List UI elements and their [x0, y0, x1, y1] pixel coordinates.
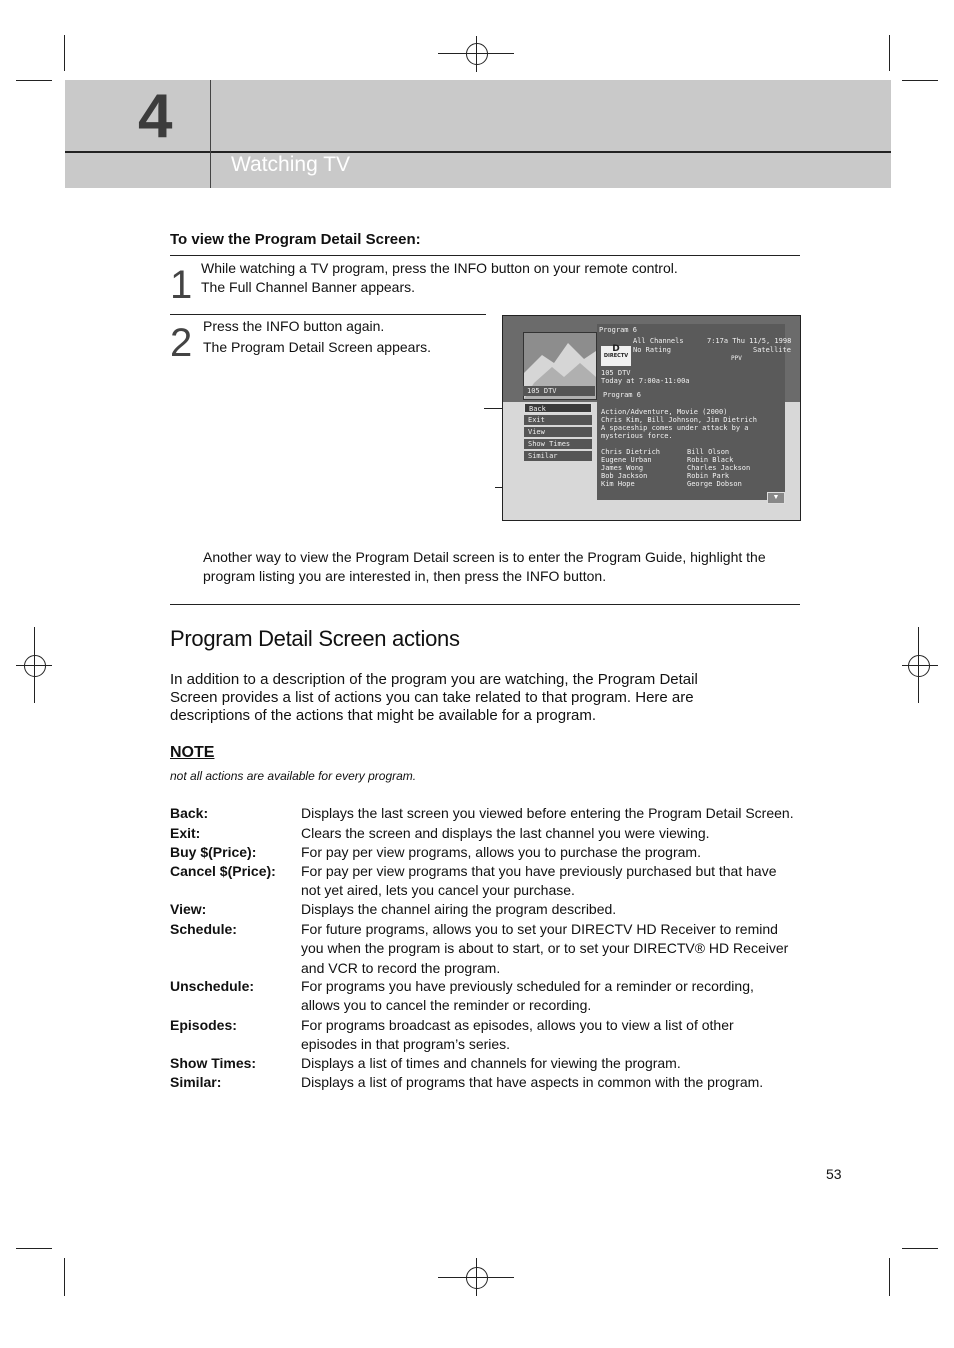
step-2-line-1: Press the INFO button again. — [203, 318, 385, 334]
cast-left-2: Eugene Urban — [601, 456, 652, 464]
step-1-line-1: While watching a TV program, press the INFO button on your remote control. — [201, 260, 678, 276]
menu-item-exit[interactable]: Exit — [524, 415, 592, 425]
program-detail-screenshot — [502, 315, 801, 521]
all-channels-label: All Channels — [633, 337, 684, 345]
action-term-unschedule: Unschedule: — [170, 978, 255, 994]
action-desc-similar: Displays a list of programs that have aspects in common with the program. — [301, 1074, 764, 1090]
step-1-number: 1 — [170, 263, 193, 307]
source: Satellite — [753, 346, 791, 354]
menu-item-view[interactable]: View — [524, 427, 592, 437]
cast-right-4: Robin Park — [687, 472, 730, 480]
action-desc-episodes: For programs broadcast as episodes, allows you to view a list of other episodes in that program’s series. — [301, 1017, 734, 1053]
action-term-episodes: Episodes: — [170, 1017, 237, 1033]
cast-right-2: Robin Black — [687, 456, 734, 464]
action-desc-unschedule: For programs you have previously scheduled for a reminder or recording, allows you to cancel the reminder or recording. — [301, 978, 754, 1014]
action-desc-schedule: For future programs, allows you to set your DIRECTV HD Receiver to remind you when the program is about to start, or to set your DIRECTV® HD Receiver and VCR to record the program. — [301, 921, 789, 976]
note-heading: NOTE — [170, 744, 215, 761]
cast-left-1: Chris Dietrich — [601, 448, 661, 456]
divider — [170, 255, 800, 256]
channel-number: 105 DTV — [601, 369, 631, 377]
action-desc-show-times: Displays a list of times and channels for viewing the program. — [301, 1055, 681, 1071]
directv-logo: D DIRECTV — [601, 346, 631, 366]
rating: No Rating — [633, 346, 671, 354]
action-desc-back: Displays the last screen you viewed before entering the Program Detail Screen. — [301, 805, 794, 821]
step-1-line-2: The Full Channel Banner appears. — [201, 279, 416, 295]
step-2-number: 2 — [170, 321, 193, 365]
action-term-view: View: — [170, 901, 207, 917]
cast-left-5: Kim Hope — [601, 480, 635, 488]
menu-item-show-times[interactable]: Show Times — [524, 439, 592, 449]
intro-line-3: descriptions of the actions that might be available for a program. — [170, 707, 597, 724]
action-desc-buy: For pay per view programs, allows you to purchase the program. — [301, 844, 701, 860]
scroll-down-icon[interactable]: ▼ — [767, 492, 785, 504]
section-heading: To view the Program Detail Screen: — [170, 231, 421, 248]
chapter-title: Watching TV — [231, 153, 351, 176]
date-time: 7:17a Thu 11/5, 1998 — [707, 337, 792, 345]
air-time: Today at 7:00a-11:00a — [601, 377, 690, 385]
chapter-number: 4 — [138, 82, 173, 151]
intro-line-1: In addition to a description of the program you are watching, the Program Detail — [170, 671, 698, 688]
action-desc-cancel: For pay per view programs that you have previously purchased but that have not yet aired, lets you cancel your purchase. — [301, 863, 777, 899]
action-term-schedule: Schedule: — [170, 921, 237, 937]
page-number: 53 — [826, 1166, 842, 1182]
action-desc-view: Displays the channel airing the program described. — [301, 901, 617, 917]
action-term-exit: Exit: — [170, 825, 201, 841]
alt-method-line-2: program listing you are interested in, then press the INFO button. — [203, 568, 607, 584]
intro-line-2: Screen provides a list of actions you can take related to that program. Here are — [170, 689, 694, 706]
genre: Action/Adventure, Movie (2000) — [601, 408, 728, 416]
info-panel — [597, 324, 792, 501]
action-term-back: Back: — [170, 805, 209, 821]
menu-item-back[interactable]: Back — [524, 403, 592, 413]
cast-line: Chris Kim, Bill Johnson, Jim Dietrich — [601, 416, 757, 424]
cast-right-5: George Dobson — [687, 480, 742, 488]
cast-left-3: James Wong — [601, 464, 644, 472]
action-term-similar: Similar: — [170, 1074, 222, 1090]
divider — [170, 314, 486, 315]
cast-right-1: Bill Olson — [687, 448, 730, 456]
section-title: Program Detail Screen actions — [170, 626, 460, 651]
panel-title: Program 6 — [599, 326, 637, 334]
divider — [170, 604, 800, 605]
ppv-icons: PPV — [731, 355, 742, 362]
description-line-1: A spaceship comes under attack by a — [601, 424, 749, 432]
action-term-cancel: Cancel $(Price): — [170, 863, 276, 879]
note-text: not all actions are available for every program. — [170, 769, 417, 783]
step-2-line-2: The Program Detail Screen appears. — [203, 339, 431, 355]
cast-left-4: Bob Jackson — [601, 472, 648, 480]
cast-right-3: Charles Jackson — [687, 464, 751, 472]
menu-item-similar[interactable]: Similar — [524, 451, 592, 461]
alt-method-line-1: Another way to view the Program Detail screen is to enter the Program Guide, highlight the — [203, 549, 766, 565]
description-line-2: mysterious force. — [601, 432, 673, 440]
program-name: Program 6 — [603, 391, 641, 399]
channel-bar: 105 DTV — [523, 386, 595, 396]
action-term-buy: Buy $(Price): — [170, 844, 257, 860]
action-term-show-times: Show Times: — [170, 1055, 257, 1071]
action-desc-exit: Clears the screen and displays the last channel you were viewing. — [301, 825, 710, 841]
